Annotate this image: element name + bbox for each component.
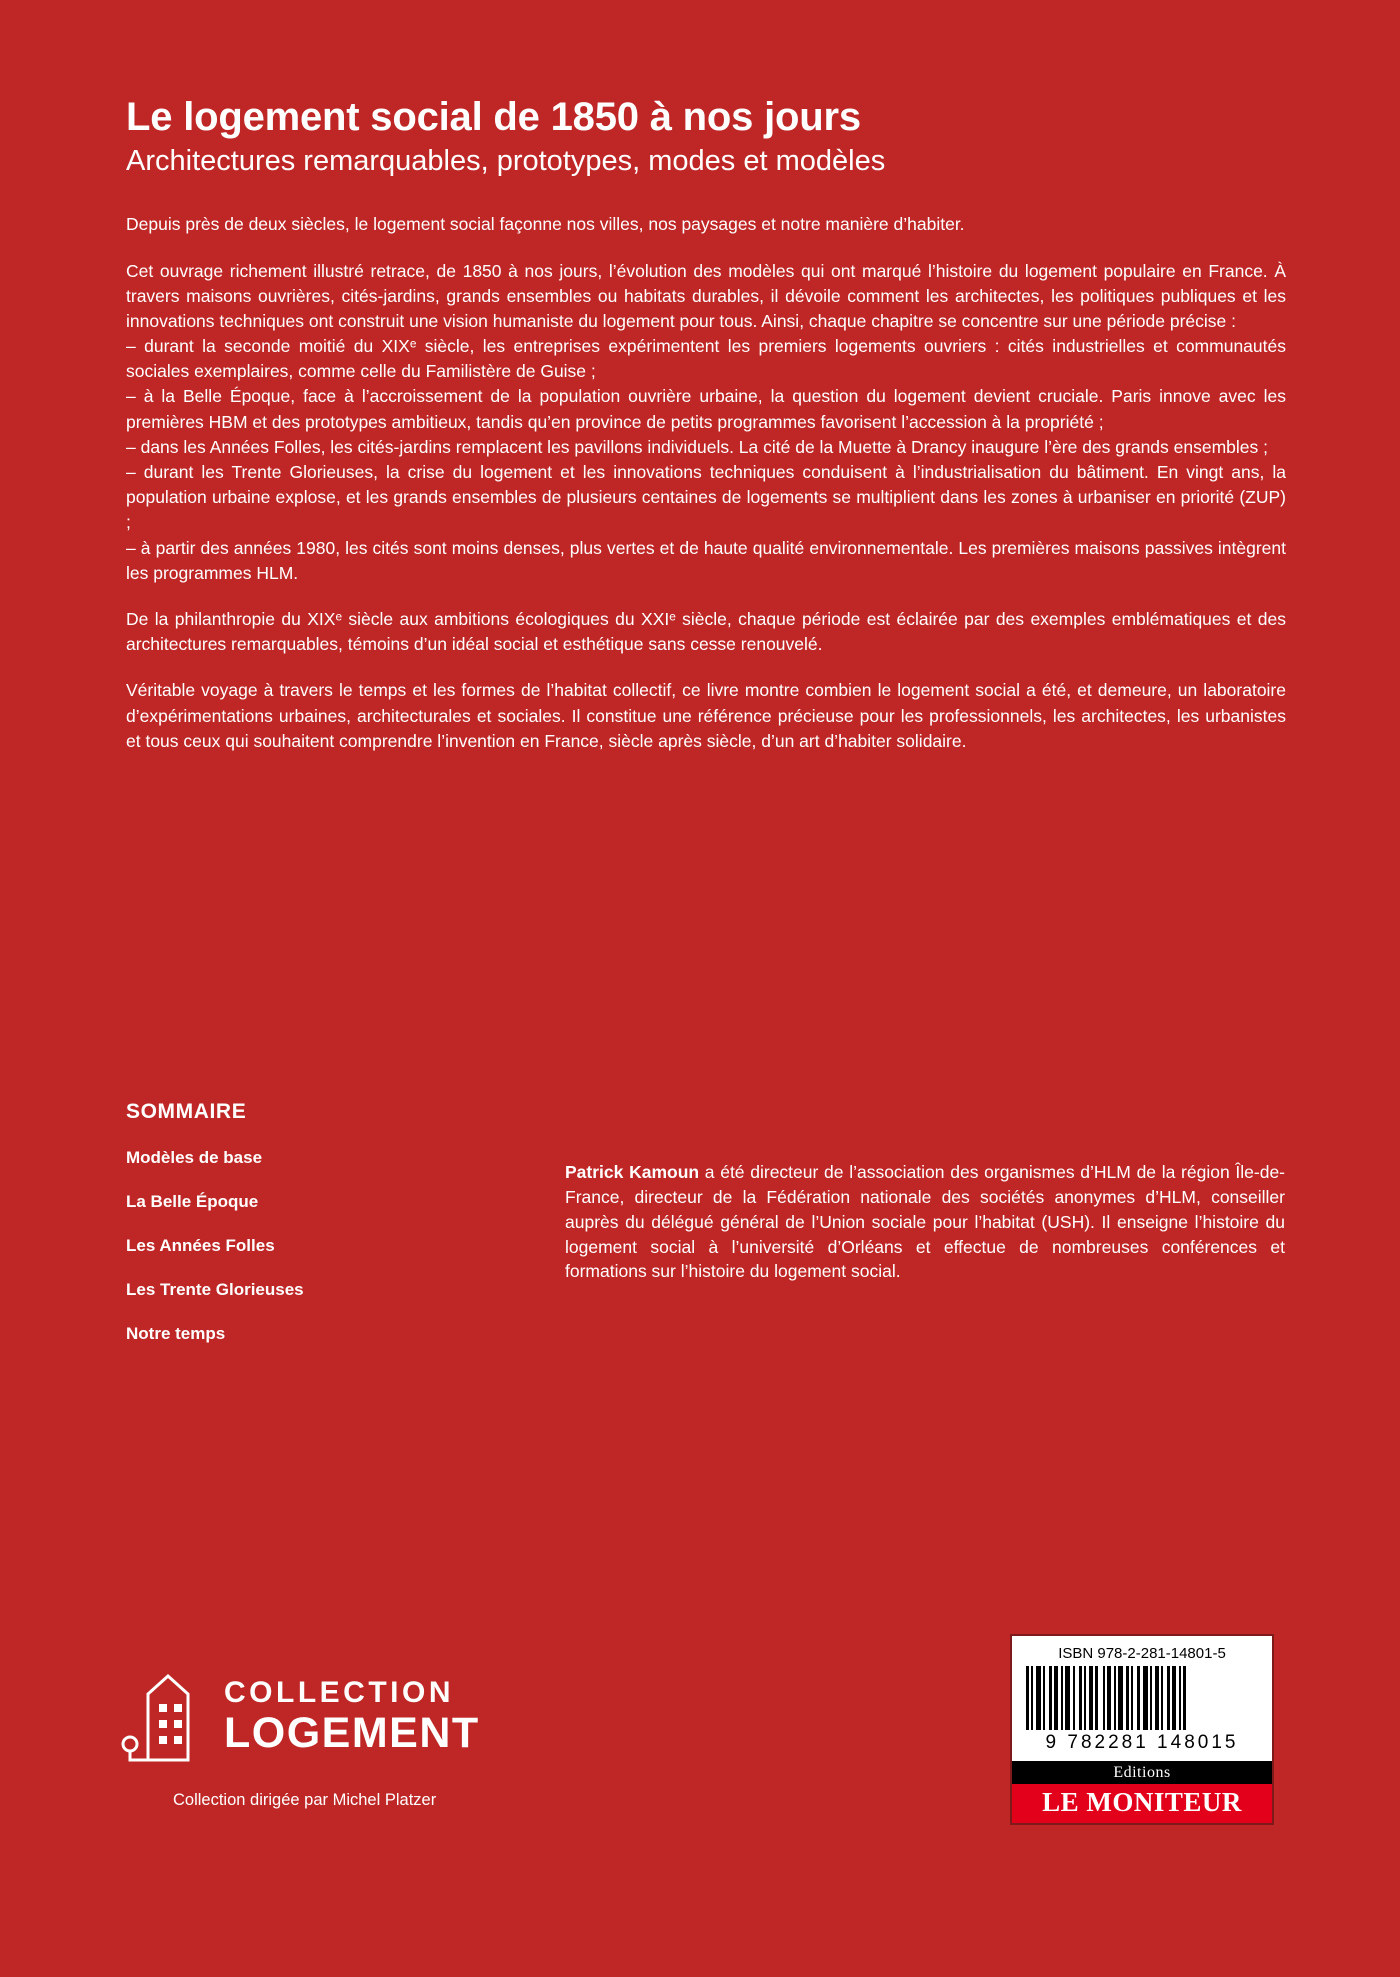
author-bio-text <box>565 1160 1285 1284</box>
collection-word-logement: LOGEMENT <box>224 1709 480 1757</box>
publisher-editions-bar <box>1012 1761 1272 1784</box>
barcode-graphic <box>1026 1666 1258 1730</box>
barcode-digits: 9 782281 148015 <box>1045 1732 1239 1753</box>
building-icon <box>118 1660 210 1773</box>
sommaire-heading: SOMMAIRE <box>126 1100 247 1123</box>
body-paragraph-7: De la philanthropie du XIXᵉ siècle aux ambitions écologiques du XXIᵉ siècle, chaque période est éclairée par des exemples emblématiques et des architectures remarquables, témoins d’un idéal social et esthétique sans cesse renouvelé. <box>126 608 1286 655</box>
body-paragraph-8: Véritable voyage à travers le temps et les formes de l’habitat collectif, ce livre montre combien le logement social a été, et demeure, un laboratoire d’expérimentations urbaines, architecturales et sociales. Il constitue une référence précieuse pour les professionnels, les architectes, les urbanistes et tous ceux qui souhaitent comprendre l’invention en France, siècle après siècle, d’un art d’habiter solidaire. <box>126 680 1286 751</box>
body-paragraph-4: – dans les Années Folles, les cités-jardins remplacent les pavillons individuels. La cité de la Muette à Drancy inaugure l’ère des grands ensembles ; <box>126 436 1268 457</box>
body-paragraph-3: – à la Belle Époque, face à l’accroissement de la population ouvrière urbaine, la question du logement devient cruciale. Paris innove avec les premières HBM et des prototypes ambitieux, tandis qu’en province de petits programmes favorisent l’accession à la propriété ; <box>126 386 1286 432</box>
isbn-barcode-block <box>1010 1634 1274 1825</box>
sommaire-section <box>126 1100 546 1368</box>
publisher-logo: LE MONITEUR <box>1012 1784 1272 1823</box>
collection-word-collection: COLLECTION <box>224 1676 454 1709</box>
isbn-label: ISBN 978-2-281-14801-5 <box>1058 1645 1226 1662</box>
body-paragraph-1: Cet ouvrage richement illustré retrace, de 1850 à nos jours, l’évolution des modèles qui ont marqué l’histoire du logement populaire en France. À travers maisons ouvrières, cités-jardins, grands ensembles ou habitats durables, il dévoile comment les architectes, les politiques publiques et les innovations techniques ont construit une vision humaniste du logement pour tous. Ainsi, chaque chapitre se concentre sur une période précise : <box>126 260 1286 331</box>
sommaire-item-les-trente-glorieuses: Les Trente Glorieuses <box>126 1280 304 1299</box>
collection-logo-block <box>118 1660 578 1810</box>
sommaire-item-modeles-de-base: Modèles de base <box>126 1148 263 1167</box>
book-subtitle: Architectures remarquables, prototypes, modes et modèles <box>126 145 886 178</box>
body-paragraph-6: – à partir des années 1980, les cités sont moins denses, plus vertes et de haute qualité environnementale. Les premières maisons passives intègrent les programmes HLM. <box>126 537 1286 583</box>
collection-caption: Collection dirigée par Michel Platzer <box>173 1791 437 1809</box>
author-bio-section <box>565 1160 1285 1284</box>
page-title: Le logement social de 1850 à nos jours <box>126 95 861 139</box>
publisher-editions-label: Editions <box>1113 1764 1171 1781</box>
sommaire-item-les-annees-folles: Les Années Folles <box>126 1236 275 1255</box>
collection-logo-row <box>118 1660 578 1773</box>
lede-paragraph: Depuis près de deux siècles, le logement social façonne nos villes, nos paysages et notre manière d’habiter. <box>126 213 965 234</box>
sommaire-item-la-belle-epoque: La Belle Époque <box>126 1192 259 1211</box>
author-name: Patrick Kamoun <box>565 1162 700 1182</box>
body-paragraph-2: – durant la seconde moitié du XIXᵉ siècle, les entreprises expérimentent les premiers logements ouvriers : cités industrielles et communautés sociales exemplaires, comme celle du Familistère de Guise ; <box>126 336 1286 382</box>
author-bio-body: a été directeur de l’association des organismes d’HLM de la région Île-de-France, directeur de la Fédération nationale des sociétés anonymes d’HLM, conseiller auprès du délégué général de l’Union sociale pour l’habitat (USH). Il enseigne l’histoire du logement social à l’université d’Orléans et effectue de nombreuses conférences et formations sur l’histoire du logement social. <box>565 1162 1286 1282</box>
main-text-block <box>126 96 1286 775</box>
sommaire-item-notre-temps: Notre temps <box>126 1324 226 1343</box>
body-paragraph-5: – durant les Trente Glorieuses, la crise du logement et les innovations techniques conduisent à l’industrialisation du bâtiment. En vingt ans, la population urbaine explose, et les grands ensembles de plusieurs centaines de logements se multiplient dans les zones à urbaniser en priorité (ZUP) ; <box>126 462 1286 533</box>
collection-wordmark <box>224 1678 480 1755</box>
